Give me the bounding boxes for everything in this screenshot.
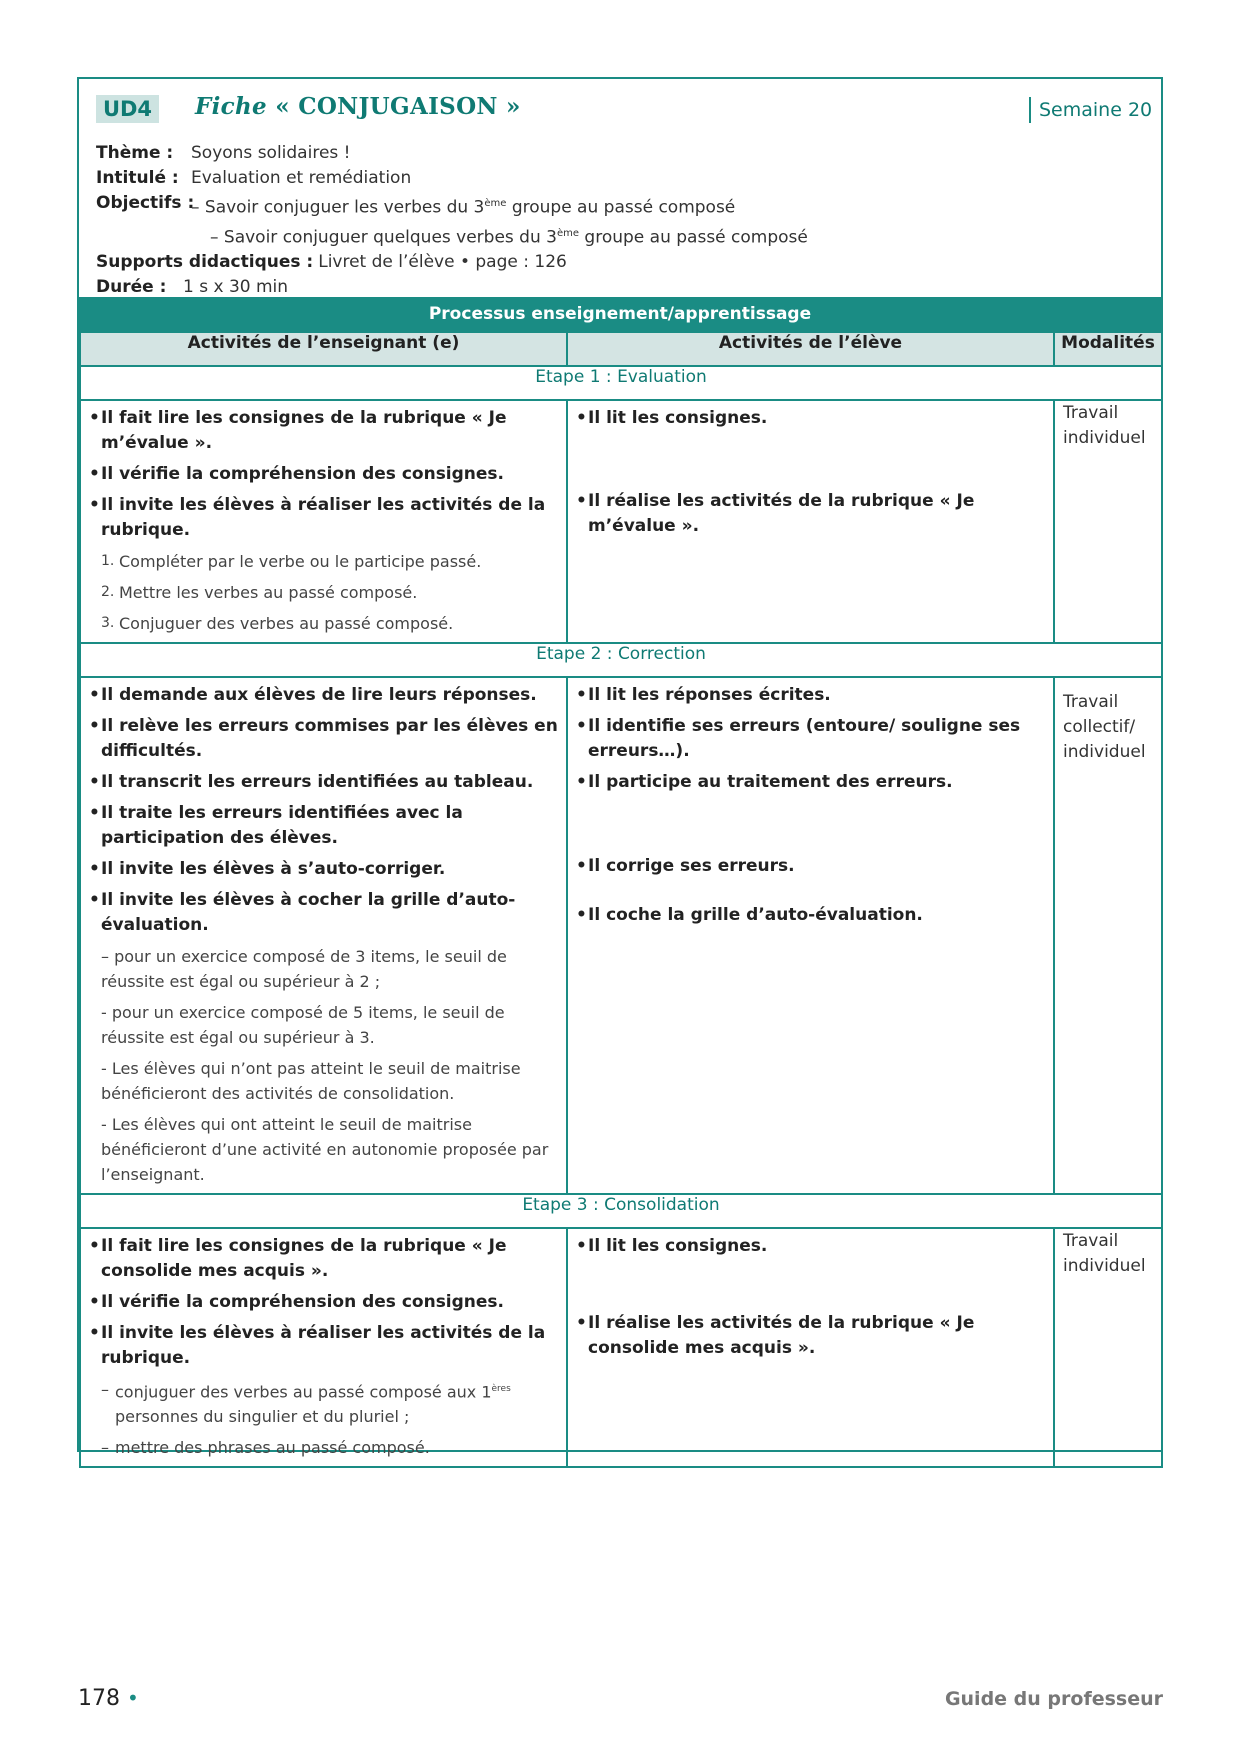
detail-text: mettre des phrases au passé composé. bbox=[115, 1438, 430, 1458]
step-3-content bbox=[80, 1228, 1162, 1467]
student-column-header: Activités de l’élève bbox=[567, 332, 1054, 366]
student-activities bbox=[567, 1228, 1054, 1467]
item-text: Mettre les verbes au passé composé. bbox=[119, 583, 418, 602]
detail-item bbox=[89, 1000, 558, 1050]
item-number: 1. bbox=[101, 553, 115, 569]
numbered-item bbox=[89, 580, 558, 605]
item-number: 2. bbox=[101, 584, 115, 600]
objectifs-row bbox=[96, 191, 808, 221]
student-item-text: Il réalise les activités de la rubrique « Je consolide mes acquis ». bbox=[588, 1313, 975, 1358]
detail-item: – conjuguer des verbes au passé composé aux 1ères personnes du singulier et du pluriel ; bbox=[89, 1377, 558, 1429]
intitule-row bbox=[96, 166, 808, 191]
modalite: Travail collectif/ individuel bbox=[1054, 677, 1162, 1194]
teacher-item: • Il fait lire les consignes de la rubrique « Je m’évalue ». bbox=[89, 406, 558, 456]
week-label: Semaine 20 bbox=[1029, 97, 1152, 123]
student-item-text: Il lit les réponses écrites. bbox=[588, 685, 831, 705]
step-3-title: Etape 3 : Consolidation bbox=[80, 1194, 1162, 1228]
objectif-1-text: – Savoir conjuguer les verbes du 3 bbox=[191, 197, 485, 218]
detail-text: - Les élèves qui ont atteint le seuil de maitrise bénéficieront d’une activité en autonomie proposée par l’enseignant. bbox=[101, 1115, 549, 1184]
teacher-activities bbox=[80, 677, 567, 1194]
student-item-text: Il coche la grille d’auto-évaluation. bbox=[588, 905, 923, 925]
student-item: • Il lit les consignes. bbox=[576, 1234, 1045, 1259]
teacher-item: • Il invite les élèves à cocher la grille d’auto-évaluation. bbox=[89, 888, 558, 938]
teacher-item-text: Il invite les élèves à s’auto-corriger. bbox=[101, 859, 446, 879]
objectifs-label: Objectifs : bbox=[96, 193, 195, 213]
teacher-item-text: Il invite les élèves à réaliser les activités de la rubrique. bbox=[101, 1323, 546, 1368]
student-activities bbox=[567, 400, 1054, 643]
duree-value: 1 s x 30 min bbox=[183, 277, 289, 298]
page-number-text: 178 bbox=[78, 1686, 120, 1711]
teacher-item: • Il traite les erreurs identifiées avec la participation des élèves. bbox=[89, 801, 558, 851]
student-item-text: Il lit les consignes. bbox=[588, 408, 768, 428]
column-headers bbox=[80, 332, 1162, 366]
theme-label: Thème : bbox=[96, 143, 174, 163]
student-item: • Il corrige ses erreurs. bbox=[576, 854, 1045, 879]
student-activities bbox=[567, 677, 1054, 1194]
objectif-2-sup: ème bbox=[556, 227, 580, 239]
item-number: 3. bbox=[101, 615, 115, 631]
teacher-item-text: Il demande aux élèves de lire leurs réponses. bbox=[101, 685, 537, 705]
detail-text-end: personnes du singulier et du pluriel ; bbox=[115, 1407, 410, 1427]
teacher-item-text: Il invite les élèves à réaliser les activités de la rubrique. bbox=[101, 495, 546, 540]
numbered-item bbox=[89, 611, 558, 636]
teacher-activities bbox=[80, 1228, 567, 1467]
theme-row bbox=[96, 141, 808, 166]
teacher-item: • Il demande aux élèves de lire leurs réponses. bbox=[89, 683, 558, 708]
detail-text bbox=[115, 1377, 558, 1429]
modalites-column-header: Modalités bbox=[1054, 332, 1162, 366]
teacher-item: • Il invite les élèves à réaliser les activités de la rubrique. bbox=[89, 1321, 558, 1371]
theme-value: Soyons solidaires ! bbox=[191, 143, 351, 163]
teacher-item: • Il transcrit les erreurs identifiées au tableau. bbox=[89, 770, 558, 795]
objectif-2-end: groupe au passé composé bbox=[579, 227, 808, 248]
supports-row bbox=[96, 250, 808, 275]
step-2-title: Etape 2 : Correction bbox=[80, 643, 1162, 677]
teacher-item-text: Il fait lire les consignes de la rubrique « Je consolide mes acquis ». bbox=[101, 1236, 507, 1281]
teacher-item: • Il fait lire les consignes de la rubrique « Je consolide mes acquis ». bbox=[89, 1234, 558, 1284]
modalite: Travail individuel bbox=[1054, 1228, 1162, 1467]
objectif-2-text: – Savoir conjuguer quelques verbes du 3 bbox=[210, 227, 557, 248]
detail-item: – mettre des phrases au passé composé. bbox=[89, 1435, 558, 1460]
page-number bbox=[78, 1686, 139, 1711]
process-table bbox=[79, 331, 1163, 1468]
fiche-name: « CONJUGAISON » bbox=[275, 93, 521, 120]
intitule-value: Evaluation et remédiation bbox=[191, 168, 412, 188]
student-item: • Il réalise les activités de la rubrique « Je consolide mes acquis ». bbox=[576, 1311, 1045, 1361]
student-item: • Il coche la grille d’auto-évaluation. bbox=[576, 903, 1045, 928]
step-2-content bbox=[80, 677, 1162, 1194]
student-item: • Il participe au traitement des erreurs. bbox=[576, 770, 1045, 795]
objectif-indent bbox=[96, 221, 210, 251]
detail-sup: ères bbox=[491, 1384, 511, 1394]
step-row bbox=[80, 366, 1162, 400]
intitule-label: Intitulé : bbox=[96, 168, 179, 188]
detail-text: – pour un exercice composé de 3 items, le seuil de réussite est égal ou supérieur à 2 ; bbox=[101, 947, 507, 991]
detail-text-start: conjuguer des verbes au passé composé aux 1 bbox=[115, 1382, 492, 1402]
objectif-1 bbox=[191, 191, 735, 221]
objectif-1-end: groupe au passé composé bbox=[506, 197, 736, 218]
student-item: • Il réalise les activités de la rubrique « Je m’évalue ». bbox=[576, 489, 1045, 539]
teacher-item: • Il invite les élèves à réaliser les activités de la rubrique. bbox=[89, 493, 558, 543]
objectif-1-sup: ème bbox=[484, 198, 507, 209]
teacher-column-header: Activités de l’enseignant (e) bbox=[80, 332, 567, 366]
detail-text: - pour un exercice composé de 5 items, le seuil de réussite est égal ou supérieur à 3. bbox=[101, 1003, 505, 1047]
sheet-header bbox=[79, 79, 1161, 297]
duree-label: Durée : bbox=[96, 277, 167, 298]
student-item-text: Il participe au traitement des erreurs. bbox=[588, 772, 953, 792]
item-text: Compléter par le verbe ou le participe passé. bbox=[119, 552, 482, 571]
step-1-title: Etape 1 : Evaluation bbox=[80, 366, 1162, 400]
supports-value: Livret de l’élève • page : 126 bbox=[318, 252, 567, 273]
detail-item bbox=[89, 1112, 558, 1187]
teacher-item: • Il vérifie la compréhension des consignes. bbox=[89, 1290, 558, 1315]
teacher-item-text: Il vérifie la compréhension des consignes. bbox=[101, 1292, 505, 1312]
teacher-activities bbox=[80, 400, 567, 643]
teacher-item-text: Il fait lire les consignes de la rubrique « Je m’évalue ». bbox=[101, 408, 507, 453]
supports-label: Supports didactiques : bbox=[96, 252, 314, 273]
teacher-item-text: Il relève les erreurs commises par les élèves en difficultés. bbox=[101, 716, 558, 761]
teacher-item-text: Il traite les erreurs identifiées avec la participation des élèves. bbox=[101, 803, 463, 848]
teacher-item-text: Il transcrit les erreurs identifiées au tableau. bbox=[101, 772, 534, 792]
student-item: • Il lit les consignes. bbox=[576, 406, 1045, 431]
process-band: Processus enseignement/apprentissage bbox=[79, 297, 1161, 331]
item-text: Conjuguer des verbes au passé composé. bbox=[119, 614, 454, 633]
footer-guide: Guide du professeur bbox=[944, 1688, 1163, 1710]
teacher-item-text: Il invite les élèves à cocher la grille d’auto-évaluation. bbox=[101, 890, 516, 935]
teacher-item-text: Il vérifie la compréhension des consignes. bbox=[101, 464, 505, 484]
step-row bbox=[80, 1194, 1162, 1228]
student-item: • Il identifie ses erreurs (entoure/ souligne ses erreurs…). bbox=[576, 714, 1045, 764]
objectifs-row-2 bbox=[96, 221, 808, 251]
student-item-text: Il réalise les activités de la rubrique « Je m’évalue ». bbox=[588, 491, 975, 536]
detail-item bbox=[89, 944, 558, 994]
fiche-prefix: Fiche bbox=[195, 93, 267, 120]
objectif-2 bbox=[210, 221, 808, 251]
modalite: Travail individuel bbox=[1054, 400, 1162, 643]
lesson-sheet bbox=[77, 77, 1163, 1458]
teacher-item: • Il relève les erreurs commises par les élèves en difficultés. bbox=[89, 714, 558, 764]
unit-badge: UD4 bbox=[96, 95, 159, 123]
teacher-item: • Il invite les élèves à s’auto-corriger. bbox=[89, 857, 558, 882]
student-item-text: Il lit les consignes. bbox=[588, 1236, 768, 1256]
student-item-text: Il identifie ses erreurs (entoure/ souligne ses erreurs…). bbox=[588, 716, 1021, 761]
step-1-content bbox=[80, 400, 1162, 643]
detail-item bbox=[89, 1056, 558, 1106]
student-item: • Il lit les réponses écrites. bbox=[576, 683, 1045, 708]
step-row bbox=[80, 643, 1162, 677]
teacher-item: • Il vérifie la compréhension des consignes. bbox=[89, 462, 558, 487]
numbered-item bbox=[89, 549, 558, 574]
detail-text: - Les élèves qui n’ont pas atteint le seuil de maitrise bénéficieront des activités de consolidation. bbox=[101, 1059, 521, 1103]
page-bullet: • bbox=[127, 1686, 139, 1710]
student-item-text: Il corrige ses erreurs. bbox=[588, 856, 795, 876]
lesson-meta bbox=[96, 141, 808, 300]
fiche-title bbox=[195, 93, 521, 120]
